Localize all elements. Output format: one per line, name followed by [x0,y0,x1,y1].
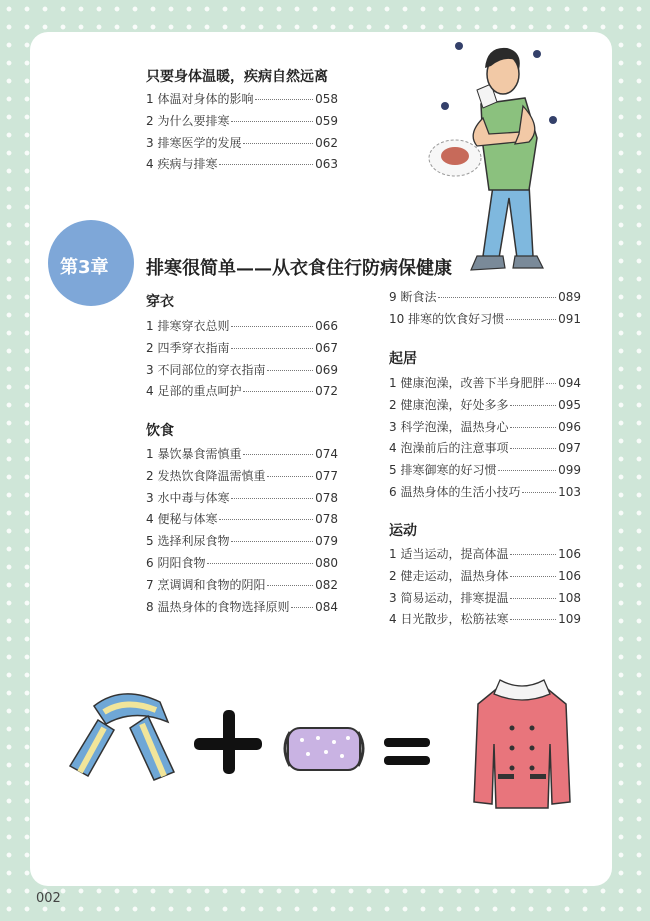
plus-icon [192,706,264,778]
toc-item[interactable]: 2 为什么要排寒 059 [146,113,338,128]
toc-item[interactable]: 2 发热饮食降温需慎重 077 [146,468,338,483]
toc-item[interactable]: 1 适当运动，提高体温 106 [389,547,581,561]
toc-item[interactable]: 5 选择利尿食物 079 [146,534,338,549]
toc-item[interactable]: 4 足部的重点呵护 072 [146,384,338,399]
toc-item[interactable]: 10 排寒的饮食好习惯 091 [389,311,581,326]
page-number: 002 [36,891,61,906]
toc-item[interactable]: 6 阴阳食物 080 [146,555,338,570]
toc-item[interactable]: 2 四季穿衣指南 067 [146,340,338,355]
toc-list-exercise [389,545,581,632]
scarf-icon [64,676,182,788]
toc-item[interactable]: 3 科学泡澡，温热身心 096 [389,419,581,434]
chapter-label: 第3章 [60,257,109,278]
toc-item[interactable]: 4 日光散步，松筋祛寒 109 [389,612,581,627]
toc-item[interactable]: 4 泡澡前后的注意事项 097 [389,441,581,456]
coat-icon [470,672,574,816]
toc-item[interactable]: 1 体温对身体的影响 058 [146,92,338,106]
toc-list-diet-continued [389,288,581,332]
toc-item[interactable]: 4 便秘与体寒 078 [146,512,338,527]
toc-item[interactable]: 9 断食法 089 [389,290,581,304]
section-title-living: 起居 [389,351,417,367]
chapter-title: 排寒很简单——从衣食住行防病保健康 [146,258,452,279]
sick-man-illustration [425,38,565,278]
toc-item[interactable]: 1 暴饮暴食需慎重 074 [146,447,338,461]
toc-item[interactable]: 3 排寒医学的发展 062 [146,135,338,150]
toc-item[interactable]: 2 健康泡澡，好处多多 095 [389,397,581,412]
toc-list-diet [146,445,338,619]
toc-list-clothing [146,317,338,404]
toc-item[interactable]: 8 温热身体的食物选择原则 084 [146,599,338,614]
toc-item[interactable]: 4 疾病与排寒 063 [146,157,338,172]
equals-icon [382,734,432,770]
toc-list-living [389,374,581,505]
toc-item[interactable]: 1 健康泡澡，改善下半身肥胖 094 [389,376,581,390]
toc-item[interactable]: 6 温热身体的生活小技巧 103 [389,484,581,499]
section-title-clothing: 穿衣 [146,294,174,310]
toc-item[interactable]: 1 排寒穿衣总则 066 [146,319,338,333]
mask-icon [276,722,372,776]
toc-item[interactable]: 3 简易运动，排寒提温 108 [389,590,581,605]
toc-item[interactable]: 7 烹调调和食物的阴阳 082 [146,577,338,592]
section-title-warm-body: 只要身体温暖，疾病自然远离 [146,69,328,85]
section-title-exercise: 运动 [389,523,417,539]
toc-item[interactable]: 5 排寒御寒的好习惯 099 [389,463,581,478]
section-title-diet: 饮食 [146,423,174,439]
toc-list-section1 [146,90,338,177]
toc-item[interactable]: 3 不同部位的穿衣指南 069 [146,362,338,377]
toc-item[interactable]: 3 水中毒与体寒 078 [146,490,338,505]
toc-item[interactable]: 2 健走运动，温热身体 106 [389,568,581,583]
